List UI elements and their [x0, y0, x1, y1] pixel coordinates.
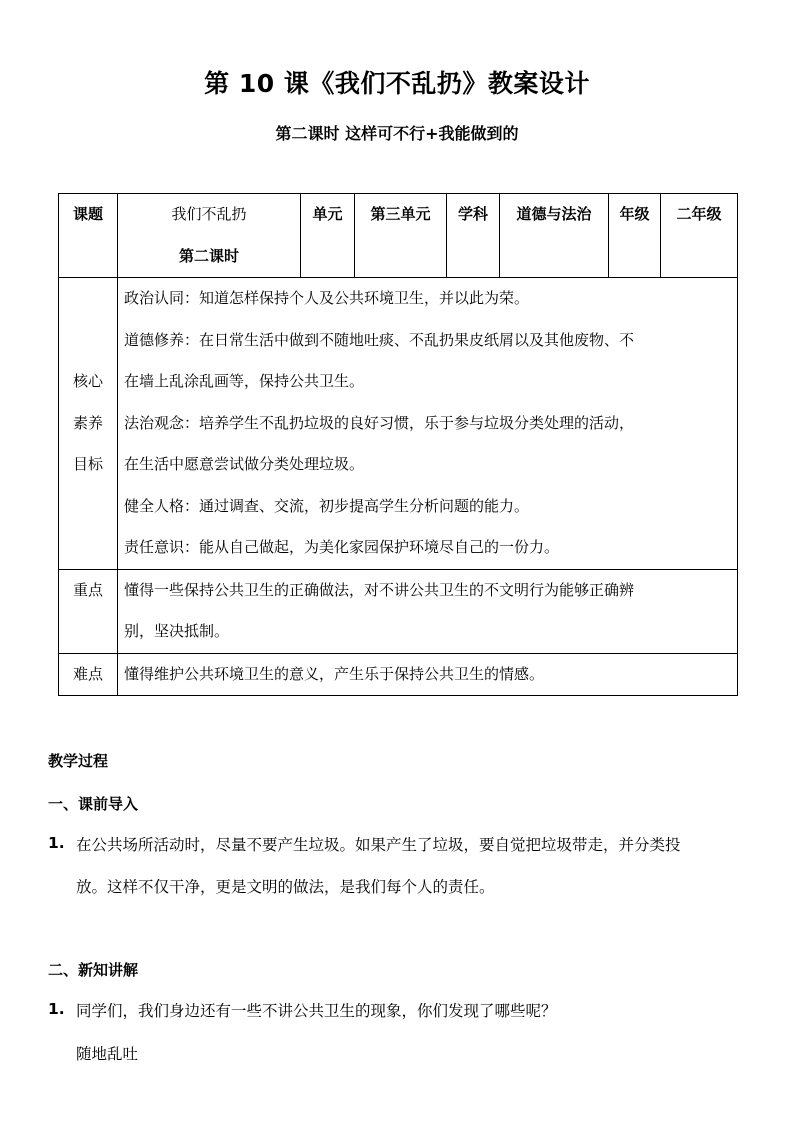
subject-label: 学科 — [457, 205, 488, 223]
process-heading: 教学过程 — [48, 752, 109, 770]
section1-item1-text — [76, 824, 766, 908]
key-label-cell — [59, 569, 118, 653]
grade-value: 二年级 — [676, 205, 722, 223]
grade-value-cell — [661, 194, 738, 278]
unit-label: 单元 — [312, 205, 343, 223]
section1-item1-number: 1. — [48, 834, 65, 852]
section1-item1-line: 在公共场所活动时，尽量不要产生垃圾。如果产生了垃圾，要自觉把垃圾带走，并分类投 — [76, 836, 681, 854]
difficulty-line: 懂得维护公共环境卫生的意义，产生乐于保持公共卫生的情感。 — [124, 664, 545, 683]
key-label: 重点 — [72, 580, 103, 599]
grade-label-cell — [609, 194, 661, 278]
core-line: 法治观念：培养学生不乱扔垃圾的良好习惯，乐于参与垃圾分类处理的活动， — [124, 413, 635, 432]
core-line: 在生活中愿意尝试做分类处理垃圾。 — [124, 455, 365, 473]
topic-label: 课题 — [72, 205, 103, 223]
core-label-cell — [59, 278, 118, 570]
core-label-line: 核心 — [72, 372, 103, 390]
subject-value-cell — [500, 194, 609, 278]
core-line: 政治认同：知道怎样保持个人及公共环境卫生，并以此为荣。 — [124, 289, 530, 307]
unit-label-cell — [301, 194, 355, 278]
page-subtitle: 第二课时 这样可不行+我能做到的 — [275, 124, 519, 143]
core-line: 健全人格：通过调查、交流，初步提高学生分析问题的能力。 — [124, 496, 530, 515]
difficulty-label: 难点 — [72, 664, 103, 683]
key-content-cell — [118, 569, 738, 653]
core-label-line: 目标 — [72, 455, 103, 473]
section1-item1-line: 放。这样不仅干净，更是文明的做法，是我们每个人的责任。 — [76, 878, 495, 896]
section2-heading: 二、新知讲解 — [48, 961, 139, 979]
section1-heading: 一、课前导入 — [48, 795, 139, 813]
core-line: 责任意识：能从自己做起，为美化家园保护环境尽自己的一份力。 — [124, 538, 560, 556]
key-line: 别，坚决抵制。 — [124, 622, 230, 640]
page-title: 第 10 课《我们不乱扔》教案设计 — [204, 69, 590, 98]
topic-value-cell — [118, 194, 301, 278]
subject-value: 道德与法治 — [516, 205, 592, 223]
unit-value: 第三单元 — [370, 205, 431, 223]
core-line: 在墙上乱涂乱画等，保持公共卫生。 — [124, 372, 365, 390]
topic-value-line1: 我们不乱扔 — [171, 205, 247, 223]
difficulty-content-cell — [118, 653, 738, 696]
table-row-difficulties — [59, 653, 738, 696]
section2-sub-item: 随地乱吐 — [76, 1045, 139, 1063]
core-content-cell — [118, 278, 738, 570]
section2-item1-text — [76, 990, 766, 1032]
table-row-basic-info — [59, 194, 738, 278]
section2-item1-number: 1. — [48, 1000, 65, 1018]
topic-value-line2: 第二课时 — [178, 246, 239, 265]
lesson-info-table — [58, 193, 738, 696]
grade-label: 年级 — [619, 205, 650, 223]
difficulty-label-cell — [59, 653, 118, 696]
unit-value-cell — [355, 194, 447, 278]
topic-label-cell — [59, 194, 118, 278]
core-line: 道德修养：在日常生活中做到不随地吐痰、不乱扔果皮纸屑以及其他废物、不 — [124, 330, 635, 349]
subject-label-cell — [447, 194, 500, 278]
table-row-key-points — [59, 569, 738, 653]
key-line: 懂得一些保持公共卫生的正确做法，对不讲公共卫生的不文明行为能够正确辨 — [124, 580, 635, 599]
section2-item1-line: 同学们，我们身边还有一些不讲公共卫生的现象，你们发现了哪些呢？ — [76, 1002, 557, 1020]
table-row-core-competency — [59, 278, 738, 570]
core-label-line: 素养 — [72, 413, 103, 432]
